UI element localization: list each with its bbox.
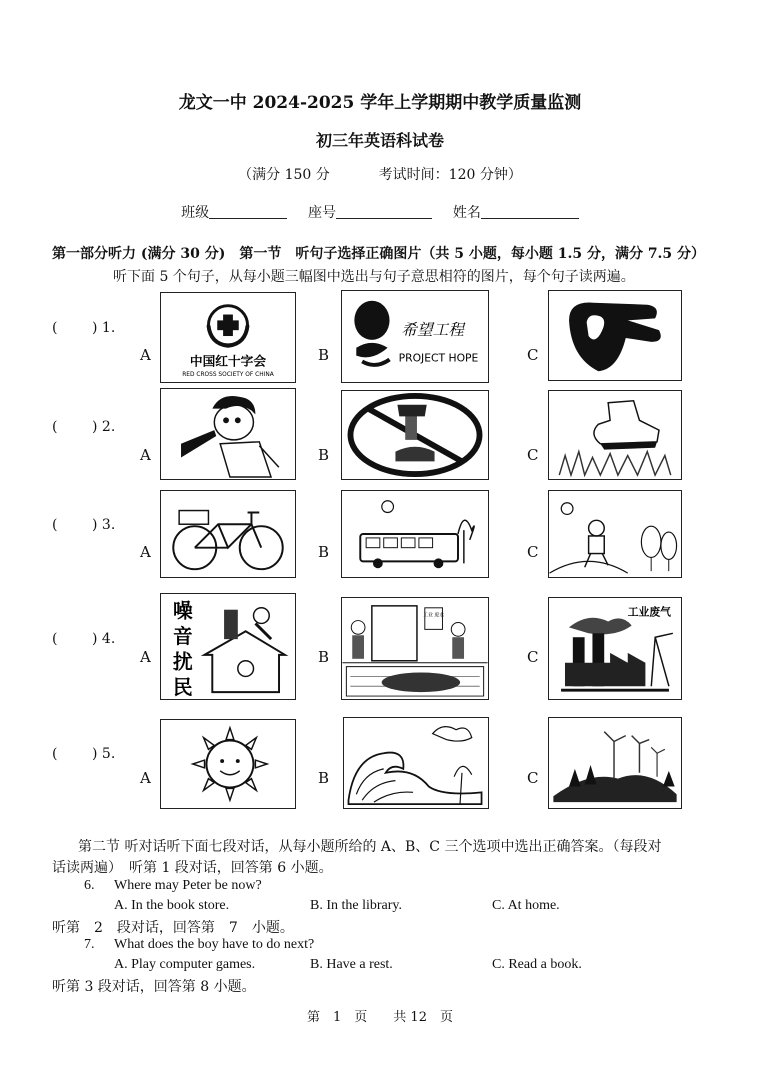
q2-paren[interactable]: (: [52, 419, 58, 435]
q3-option-c[interactable]: C: [527, 543, 539, 561]
part2-after-q7: 听第 3 段对话，回答第 8 小题。: [52, 979, 256, 995]
q4-option-c[interactable]: C: [527, 648, 539, 666]
q1-option-b[interactable]: B: [318, 346, 330, 364]
q1-red-cross-logo[interactable]: [160, 292, 296, 383]
q6-option-c[interactable]: C. At home.: [492, 898, 560, 913]
noise-char-4: 民: [173, 676, 193, 699]
noise-char-1: 噪: [173, 599, 193, 623]
q4-option-b[interactable]: B: [318, 648, 330, 666]
red-cross-en-text: RED CROSS SOCIETY OF CHINA: [182, 372, 274, 379]
name-field[interactable]: [481, 204, 579, 219]
q5-number: ) 5.: [92, 746, 116, 762]
q3-walking-image[interactable]: [548, 490, 682, 578]
q4-option-a[interactable]: A: [140, 648, 151, 666]
project-hope-en-text: PROJECT HOPE: [398, 351, 479, 365]
q5-wind-turbines-image[interactable]: [548, 717, 682, 809]
part2-instruction-line2: 话读两遍） 听第 1 段对话，回答第 6 小题。: [52, 860, 333, 876]
q4-factory-smoke-image[interactable]: [548, 597, 682, 700]
exam-time: 考试时间：120 分钟）: [378, 167, 522, 183]
class-field[interactable]: [209, 204, 287, 219]
q4-number: ) 4.: [92, 631, 116, 647]
q3-number: ) 3.: [92, 517, 116, 533]
q3-paren[interactable]: (: [52, 517, 58, 533]
q7-number: 7.: [84, 937, 95, 952]
full-score: （满分 150 分: [238, 167, 330, 183]
factory-smoke-text: 工业废气: [627, 605, 671, 619]
exam-meta: [0, 164, 760, 184]
q1-project-hope-logo[interactable]: [341, 290, 489, 383]
seat-field[interactable]: [336, 204, 432, 219]
q2-stepping-on-grass-image[interactable]: [548, 390, 682, 480]
q5-paren[interactable]: (: [52, 746, 58, 762]
q7-stem: What does the boy have to do next?: [114, 937, 315, 952]
q1-paren[interactable]: (: [52, 320, 58, 336]
waste-water-sign-text: 工业 废水: [423, 612, 445, 619]
part2-instruction-line1: 第二节 听对话听下面七段对话，从每小题所给的 A、B、C 三个选项中选出正确答案。（每段对: [78, 839, 662, 855]
q3-option-b[interactable]: B: [318, 543, 330, 561]
q7-option-a[interactable]: A. Play computer games.: [114, 957, 256, 972]
q2-boy-coughing-image[interactable]: [160, 388, 296, 480]
student-fields: [0, 202, 760, 222]
q1-option-a[interactable]: A: [140, 346, 151, 364]
q2-option-b[interactable]: B: [318, 446, 330, 464]
q3-option-a[interactable]: A: [140, 543, 151, 561]
page-footer: 第 1 页 共 12 页: [307, 1010, 453, 1025]
q2-number: ) 2.: [92, 419, 116, 435]
q3-bicycle-image[interactable]: [160, 490, 296, 578]
q5-storm-waves-image[interactable]: [343, 717, 489, 809]
part1-heading: 第一部分听力 (满分 30 分) 第一节 听句子选择正确图片（共 5 小题，每小题 1.5 分，满分 7.5 分）: [52, 246, 706, 262]
q5-option-a[interactable]: A: [140, 769, 151, 787]
noise-char-2: 音: [173, 625, 193, 649]
q1-heart-hand-logo[interactable]: [548, 290, 682, 381]
q4-paren[interactable]: (: [52, 631, 58, 647]
q7-option-b[interactable]: B. Have a rest.: [310, 957, 393, 972]
q6-stem: Where may Peter be now?: [114, 878, 262, 893]
name-label: 姓名: [452, 205, 481, 221]
q1-number: ) 1.: [92, 320, 116, 336]
class-label: 班级: [181, 205, 210, 221]
noise-char-3: 扰: [173, 650, 193, 674]
q4-noise-disturbance-image[interactable]: [160, 593, 296, 700]
q2-option-a[interactable]: A: [140, 446, 151, 464]
seat-label: 座号: [308, 205, 336, 221]
q1-option-c[interactable]: C: [527, 346, 539, 364]
exam-title: 龙文一中 2024-2025 学年上学期期中教学质量监测: [178, 93, 582, 113]
part2-after-q6: 听第 2 段对话，回答第 7 小题。: [52, 920, 294, 936]
project-hope-cn-text: 希望工程: [401, 320, 464, 340]
q5-sun-image[interactable]: [160, 719, 296, 809]
red-cross-cn-text: 中国红十字会: [189, 353, 267, 369]
exam-subtitle: 初三年英语科试卷: [315, 131, 444, 150]
q6-option-b[interactable]: B. In the library.: [310, 898, 403, 913]
q2-no-logging-sign[interactable]: [341, 390, 489, 480]
q5-option-c[interactable]: C: [527, 769, 539, 787]
q6-number: 6.: [84, 878, 95, 893]
part1-instruction: 听下面 5 个句子，从每小题三幅图中选出与句子意思相符的图片，每个句子读两遍。: [113, 269, 635, 285]
q4-waste-water-image[interactable]: [341, 597, 489, 700]
q3-bus-image[interactable]: [341, 490, 489, 578]
q7-option-c[interactable]: C. Read a book.: [492, 957, 582, 972]
q6-option-a[interactable]: A. In the book store.: [114, 898, 230, 913]
q2-option-c[interactable]: C: [527, 446, 539, 464]
q5-option-b[interactable]: B: [318, 769, 330, 787]
